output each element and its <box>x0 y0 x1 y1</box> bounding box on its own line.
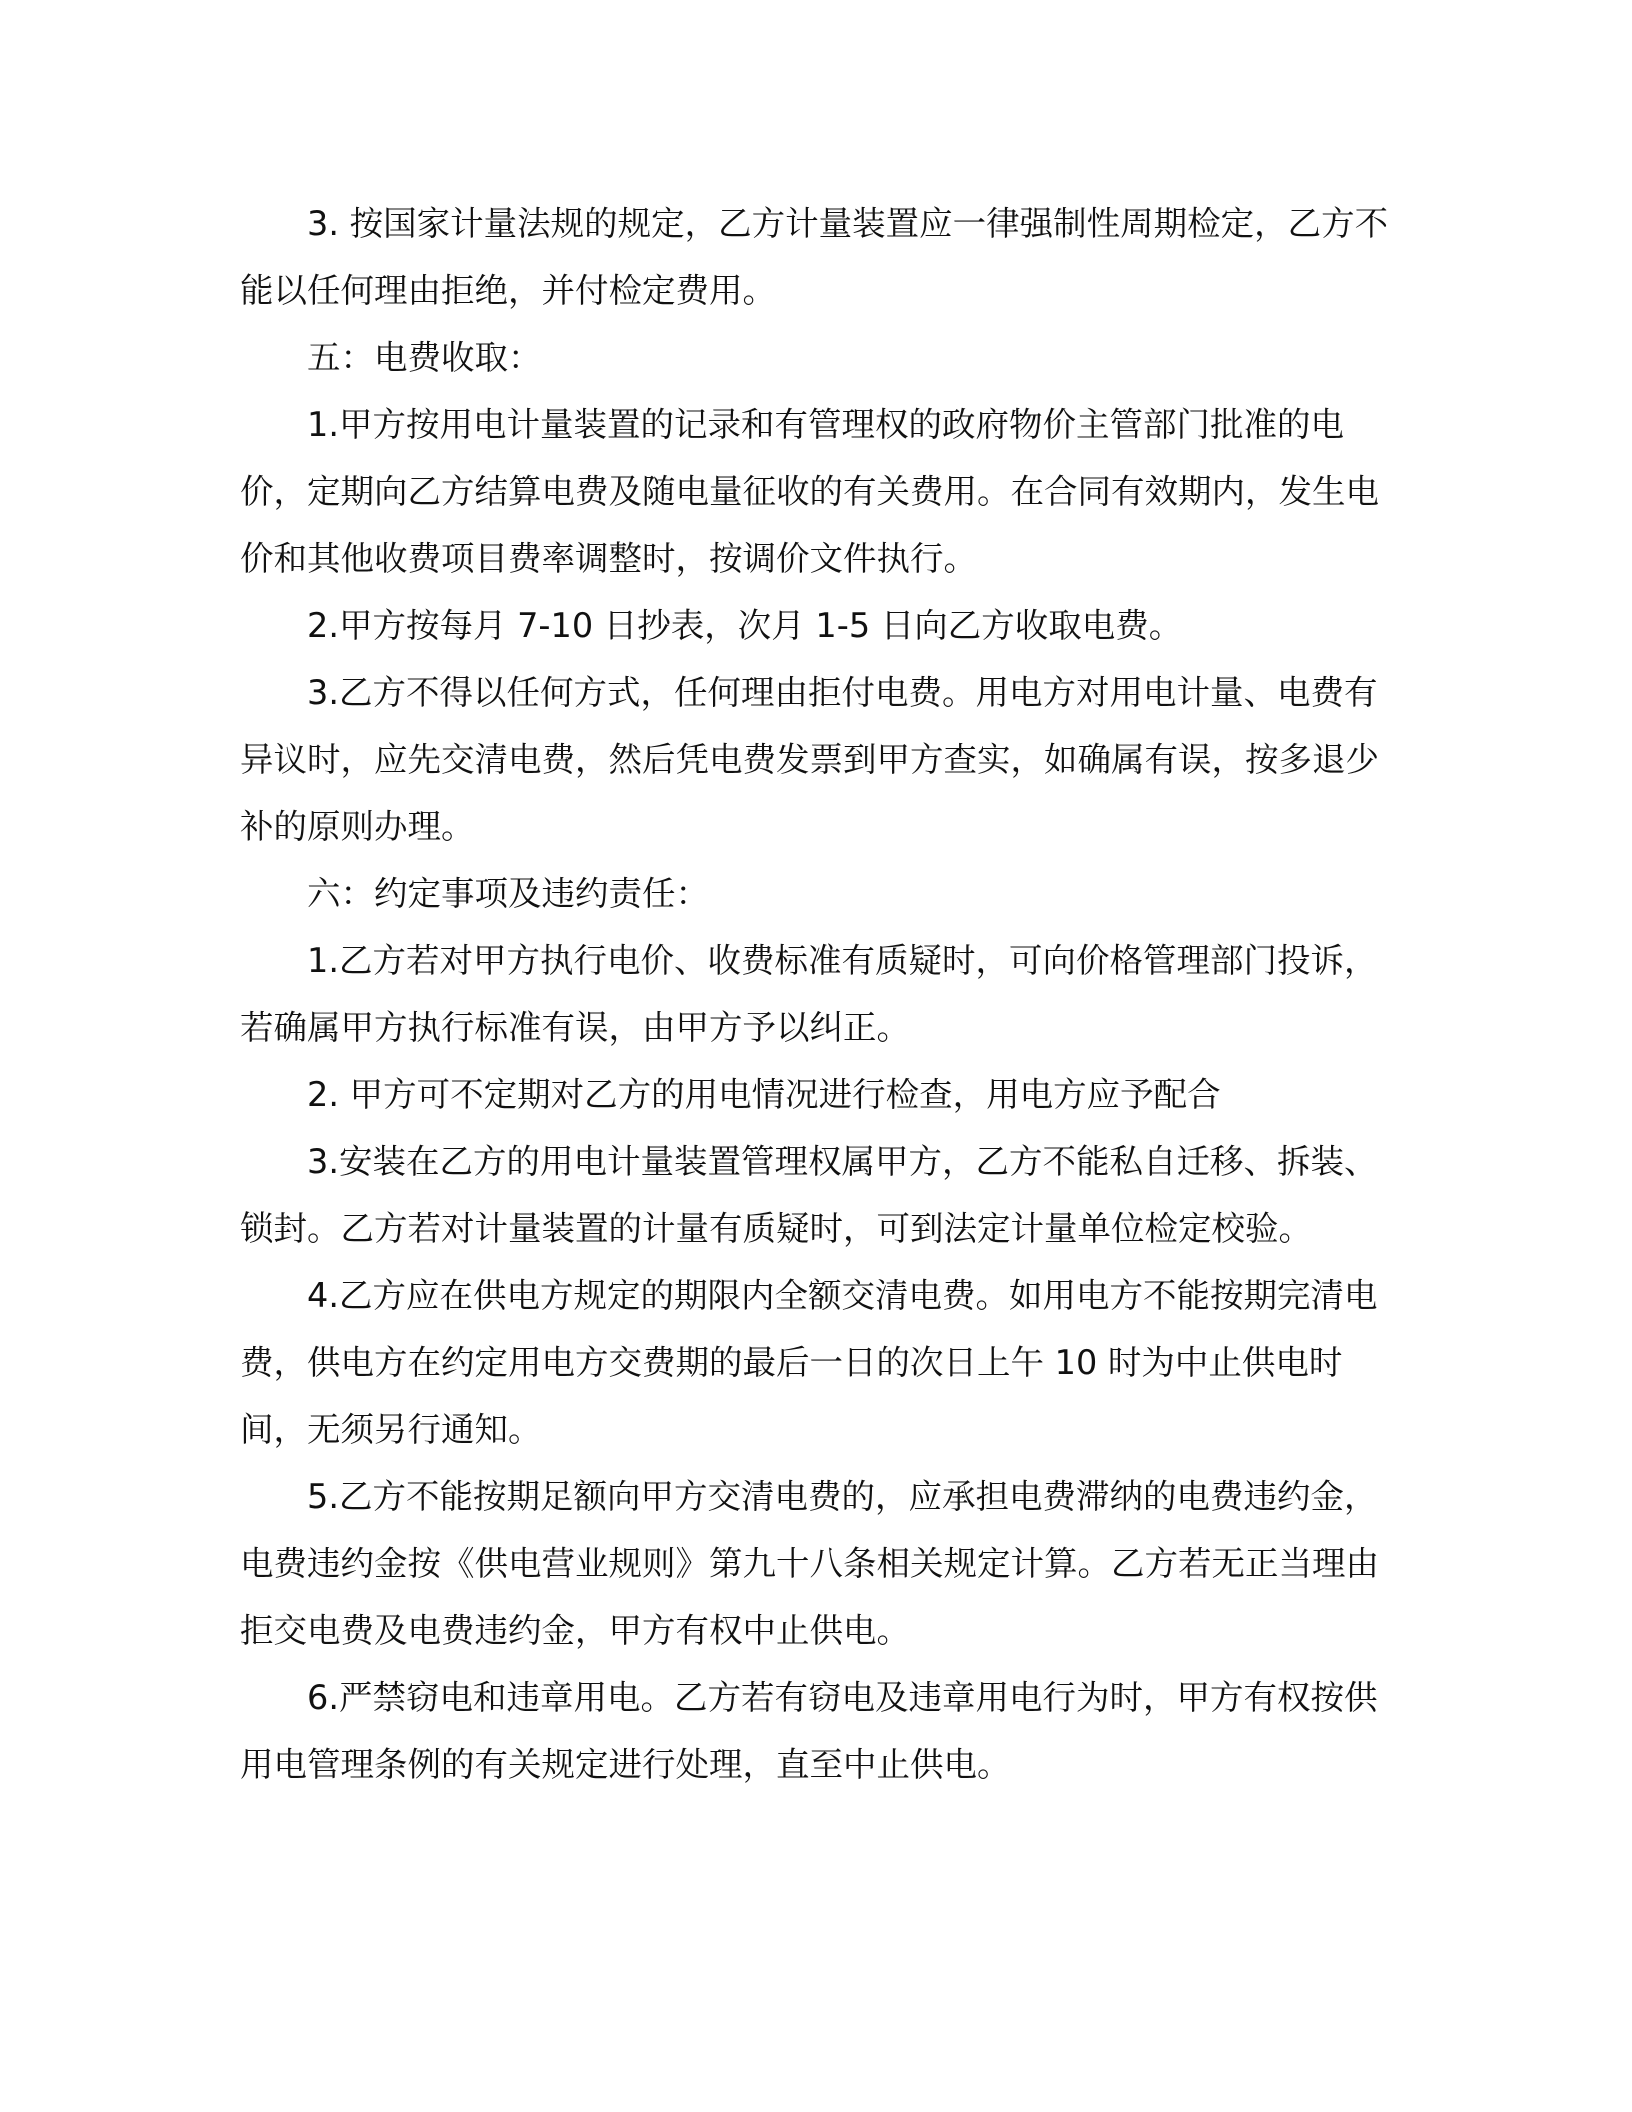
paragraph-late-fee: 5.乙方不能按期足额向甲方交清电费的，应承担电费滞纳的电费违约金，电费违约金按《供电营业规则》第九十八条相关规定计算。乙方若无正当理由拒交电费及电费违约金，甲方有权中止供电。 <box>240 1477 1379 1650</box>
paragraph-fee-settlement: 1.甲方按用电计量装置的记录和有管理权的政府物价主管部门批准的电价，定期向乙方结算电费及随电量征收的有关费用。在合同有效期内，发生电价和其他收费项目费率调整时，按调价文件执行。 <box>240 405 1379 578</box>
section-heading-fee-collection: 五：电费收取： <box>307 338 542 377</box>
paragraph-meter-ownership: 3.安装在乙方的用电计量装置管理权属甲方，乙方不能私自迁移、拆装、锁封。乙方若对计量装置的计量有质疑时，可到法定计量单位检定校验。 <box>240 1142 1378 1248</box>
paragraph-inspection: 2. 甲方可不定期对乙方的用电情况进行检查，用电方应予配合 <box>307 1075 1221 1114</box>
paragraph-meter-reading-schedule: 2.甲方按每月 7-10 日抄表，次月 1-5 日向乙方收取电费。 <box>307 606 1183 645</box>
section-heading-agreements-liability: 六：约定事项及违约责任： <box>307 874 709 913</box>
paragraph-electricity-theft: 6.严禁窃电和违章用电。乙方若有窃电及违章用电行为时，甲方有权按供用电管理条例的有关规定进行处理，直至中止供电。 <box>240 1678 1378 1784</box>
paragraph-payment-deadline: 4.乙方应在供电方规定的期限内全额交清电费。如用电方不能按期完清电费，供电方在约定用电方交费期的最后一日的次日上午 10 时为中止供电时间，无须另行通知。 <box>240 1276 1378 1449</box>
paragraph-price-complaint: 1.乙方若对甲方执行电价、收费标准有质疑时，可向价格管理部门投诉，若确属甲方执行标准有误，由甲方予以纠正。 <box>240 941 1378 1047</box>
document-body <box>240 190 1400 1798</box>
paragraph-meter-inspection: 3. 按国家计量法规的规定，乙方计量装置应一律强制性周期检定，乙方不能以任何理由拒绝，并付检定费用。 <box>240 204 1389 310</box>
paragraph-no-refusal: 3.乙方不得以任何方式，任何理由拒付电费。用电方对用电计量、电费有异议时，应先交清电费，然后凭电费发票到甲方查实，如确属有误，按多退少补的原则办理。 <box>240 673 1379 846</box>
